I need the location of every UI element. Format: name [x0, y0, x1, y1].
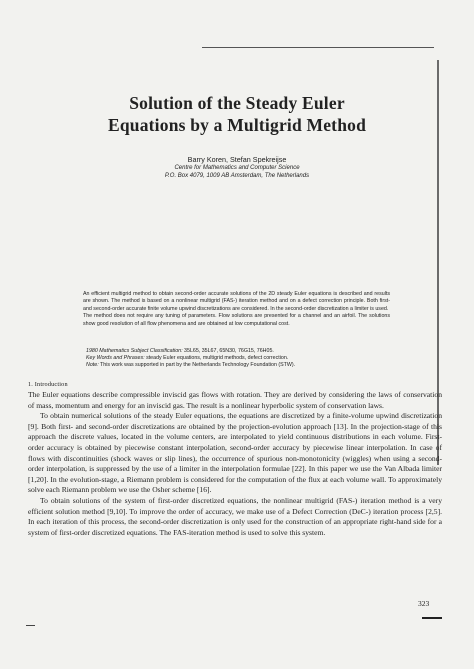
- body-paragraph-3: To obtain solutions of the system of first-order discretized equations, the nonlinear multigrid (FAS-) iteration method is a very efficient solution method [9,10]. To improve the order of accuracy, we make use of a Defect Correction (DeC-) iteration process [2,5]. In each iteration of this process, the second-order discretization is only used for the construction of an appropriate right-hand side for a system of first-order discretized equations. The FAS-iteration method is used to solve this system.: [28, 495, 442, 537]
- body-text: [28, 390, 442, 538]
- keywords-label: Key Words and Phrases:: [86, 355, 145, 362]
- funding-note: [86, 362, 386, 369]
- subject-classification-label: 1980 Mathematics Subject Classification:: [86, 348, 183, 354]
- funding-note-label: Note:: [86, 362, 99, 369]
- footer-mark-left: [26, 625, 35, 626]
- keywords-value: steady Euler equations, multigrid methods, defect correction.: [144, 355, 289, 362]
- body-paragraph-1: The Euler equations describe compressible inviscid gas flows with rotation. They are derived by considering the laws of conservation of mass, momentum and energy for an inviscid gas. The result is a nonlinear hyperbolic system of conservation laws.: [28, 390, 442, 410]
- subject-classification: [86, 348, 386, 355]
- author-block: [80, 155, 394, 180]
- affiliation-line-2: P.O. Box 4079, 1009 AB Amsterdam, The Netherlands: [164, 173, 310, 179]
- title-line-1: Solution of the Steady Euler: [129, 93, 345, 113]
- title-line-2: Equations by a Multigrid Method: [107, 115, 367, 135]
- abstract-paragraph-1: An efficient multigrid method to obtain second-order accurate solutions of the 2D steady Euler equations is described and results are shown. The method is based on a nonlinear multigrid (FAS-) iteration method and on a defect correction principle. Both first- and second-order accurate finite volume upwind discretizations are considered. In the second-order discretization a limiter is used.: [83, 291, 390, 312]
- affiliation-line-1: Centre for Mathematics and Computer Science: [174, 165, 300, 171]
- subject-classification-value: 35L65, 35L67, 65N30, 76G15, 76H05.: [182, 348, 274, 354]
- author-names: Barry Koren, Stefan Spekreijse: [187, 155, 287, 164]
- abstract: [83, 291, 390, 328]
- footer-mark-right: [422, 617, 442, 619]
- classification-notes: [86, 348, 386, 370]
- page-number: 323: [418, 599, 430, 608]
- abstract-paragraph-2: The method does not require any tuning of parameters. Flow solutions are presented for a channel and an airfoil. The solutions show good resolution of all flow phenomena and are obtained at low computational cost.: [83, 313, 390, 327]
- funding-note-value: This work was supported in part by the Netherlands Technology Foundation (STW).: [98, 362, 296, 369]
- body-paragraph-2: To obtain numerical solutions of the steady Euler equations, the equations are discretized by a finite-volume upwind discretization [9]. Both first- and second-order discretizations are obtained by the projection-evolution approach [13]. In the projection-stage of this approach the discrete values, located in the volume centers, are interpolated to yield continuous distributions in each volume. First-order accuracy is obtained by piecewise constant interpolation, second-order accuracy by piecewise linear interpolation. In case of flows with discontinuities (shock waves or slip lines), the occurrence of spurious non-monotonicity (wiggles) when using a second-order interpolation, is suppressed by the use of a limiter in the interpolation formulae [22]. In this paper we use the Van Albada limiter [1,20]. In the evolution-stage, a Riemann problem is considered for the computation of the flux at each volume wall. To approximately solve each Riemann problem we use the Osher scheme [16].: [28, 411, 442, 495]
- section-heading: 1. Introduction: [28, 381, 68, 388]
- keywords: [86, 355, 386, 362]
- paper-title: [60, 92, 414, 136]
- header-rule: [202, 47, 434, 48]
